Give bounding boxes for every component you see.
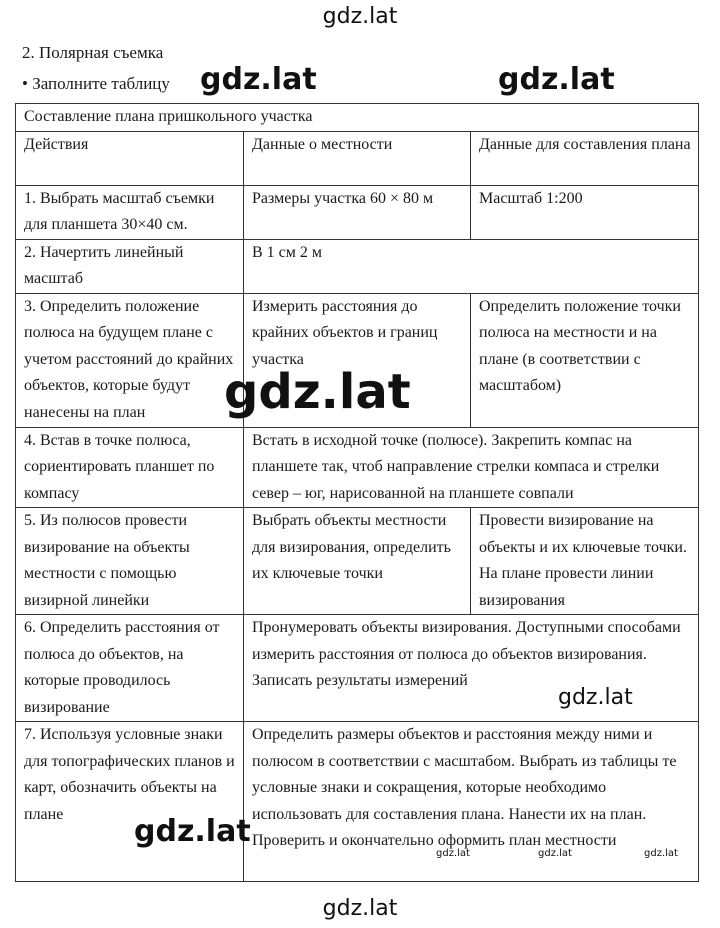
table-caption-row (16, 104, 699, 132)
task-instruction: • Заполните таблицу (22, 74, 170, 93)
row-merged: В 1 см 2 м (244, 239, 699, 293)
table-row (16, 722, 699, 882)
watermark-center: gdz.lat (224, 364, 411, 420)
watermark-small-2: gdz.lat (538, 848, 572, 859)
watermark-bottom: gdz.lat (322, 896, 398, 921)
row-merged: Пронумеровать объекты визирования. Доступными способами измерить расстояния от полюса до объектов визирования. Записать результаты измерений (244, 615, 699, 722)
row-action: 4. Встав в точке полюса, сориентировать планшет по компасу (16, 427, 244, 508)
row-terrain: Размеры участка 60 × 80 м (244, 185, 471, 239)
table-row (16, 185, 699, 239)
watermark-small-3: gdz.lat (644, 848, 678, 859)
row-terrain: Выбрать объекты местности для визирования, определить их ключевые точки (244, 508, 471, 615)
row-action: 6. Определить расстояния от полюса до объектов, на которые проводилось визирование (16, 615, 244, 722)
section-title: 2. Полярная съемка (22, 43, 164, 62)
row-terrain: Измерить расстояния до крайних объектов и границ участка (244, 293, 471, 427)
table-header-row (16, 131, 699, 185)
table-row (16, 427, 699, 508)
header-actions: Действия (16, 131, 244, 185)
watermark-top: gdz.lat (322, 4, 398, 29)
planning-table (15, 103, 699, 882)
watermark-header-right: gdz.lat (498, 62, 615, 97)
row-plan: Масштаб 1:200 (471, 185, 699, 239)
row-merged: Определить размеры объектов и расстояния между ними и полюсом в соответствии с масштабом. Выбрать из таблицы те условные знаки и сокращения, которые необходимо использовать для составления плана. Нанести их на план. Проверить и окончательно оформить план местности (244, 722, 699, 882)
watermark-lower-left: gdz.lat (134, 814, 251, 849)
row-action: 1. Выбрать масштаб съемки для планшета 30×40 см. (16, 185, 244, 239)
header-terrain-data: Данные о местности (244, 131, 471, 185)
row-plan: Провести визирование на объекты и их ключевые точки. На плане провести линии визирования (471, 508, 699, 615)
row-action: 7. Используя условные знаки для топографических планов и карт, обозначить объекты на плане (16, 722, 244, 882)
row-action: 5. Из полюсов провести визирование на объекты местности с помощью визирной линейки (16, 508, 244, 615)
watermark-lower-right: gdz.lat (558, 685, 633, 710)
row-plan: Определить положение точки полюса на местности и на плане (в соответствии с масштабом) (471, 293, 699, 427)
table-row (16, 508, 699, 615)
table-caption: Составление плана пришкольного участка (16, 104, 699, 132)
row-action: 3. Определить положение полюса на будущем плане с учетом расстояний до крайних объектов, которые будут нанесены на план (16, 293, 244, 427)
row-action: 2. Начертить линейный масштаб (16, 239, 244, 293)
row-merged: Встать в исходной точке (полюсе). Закрепить компас на планшете так, чтоб направление стрелки компаса и стрелки север – юг, нарисованной на планшете совпали (244, 427, 699, 508)
watermark-small-1: gdz.lat (436, 848, 470, 859)
watermark-header-left: gdz.lat (200, 62, 317, 97)
header-plan-data: Данные для составления плана (471, 131, 699, 185)
table-row (16, 239, 699, 293)
